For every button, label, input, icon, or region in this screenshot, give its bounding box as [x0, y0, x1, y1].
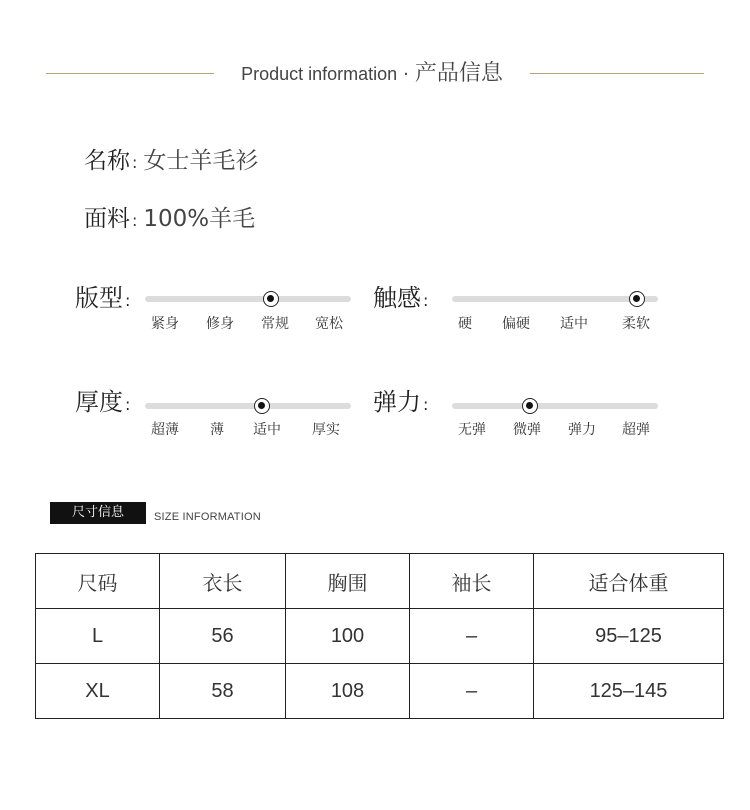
- cell-sleeve: –: [410, 609, 534, 664]
- size-table-header-row: [36, 554, 724, 609]
- slider-option: 厚实: [312, 422, 340, 438]
- slider-track-touch: [452, 296, 658, 302]
- slider-knob-elasticity: [522, 398, 538, 414]
- cell-size: L: [36, 609, 160, 664]
- slider-option: 柔软: [622, 316, 650, 332]
- header-line-left: [46, 73, 214, 74]
- slider-option: 紧身: [151, 316, 179, 332]
- attribute-label-text: 触感: [373, 284, 421, 312]
- slider-option: 薄: [210, 422, 224, 438]
- attribute-label-text: 厚度: [75, 388, 123, 416]
- attribute-label-elasticity: [373, 387, 428, 420]
- cell-length: 58: [160, 664, 286, 719]
- attribute-label-thickness: [75, 387, 130, 420]
- attribute-label-text: 版型: [75, 284, 123, 312]
- slider-knob-touch: [629, 291, 645, 307]
- header-chest: 胸围: [286, 554, 410, 609]
- attribute-label-colon: :: [125, 291, 131, 310]
- slider-knob-fit: [263, 291, 279, 307]
- slider-option: 常规: [261, 316, 289, 332]
- slider-option: 硬: [458, 316, 472, 332]
- slider-option: 适中: [560, 316, 588, 332]
- size-info-subtitle: SIZE INFORMATION: [154, 511, 261, 523]
- cell-chest: 100: [286, 609, 410, 664]
- table-row: [36, 664, 724, 719]
- header-line-right: [530, 73, 704, 74]
- attribute-label-fit: [75, 283, 130, 316]
- attribute-label-colon: :: [423, 395, 429, 414]
- info-name-row: [84, 146, 258, 178]
- title-cn: 产品信息: [414, 61, 503, 86]
- slider-option: 弹力: [568, 422, 596, 438]
- cell-weight: 95–125: [534, 609, 724, 664]
- info-name-value: 女士羊毛衫: [143, 148, 259, 174]
- slider-option: 超弹: [622, 422, 650, 438]
- header-weight: 适合体重: [534, 554, 724, 609]
- info-material-row: [84, 204, 255, 236]
- slider-option: 适中: [253, 422, 281, 438]
- header-size: 尺码: [36, 554, 160, 609]
- info-material-value: 100%羊毛: [143, 206, 256, 232]
- table-row: [36, 609, 724, 664]
- cell-weight: 125–145: [534, 664, 724, 719]
- info-material-label: 面料: [84, 206, 130, 232]
- slider-option: 宽松: [315, 316, 343, 332]
- attribute-label-colon: :: [423, 291, 429, 310]
- slider-option: 微弹: [513, 422, 541, 438]
- slider-option: 偏硬: [502, 316, 530, 332]
- slider-option: 超薄: [151, 422, 179, 438]
- title-separator: ·: [403, 64, 409, 85]
- info-material-colon: :: [132, 211, 138, 230]
- section-title: [214, 62, 530, 87]
- attribute-label-touch: [373, 283, 428, 316]
- header-length: 衣长: [160, 554, 286, 609]
- slider-track-thickness: [145, 403, 351, 409]
- cell-sleeve: –: [410, 664, 534, 719]
- info-name-colon: :: [132, 153, 138, 172]
- attribute-label-colon: :: [125, 395, 131, 414]
- size-table: [35, 553, 724, 719]
- slider-option: 无弹: [458, 422, 486, 438]
- title-en: Product information: [241, 64, 398, 84]
- cell-length: 56: [160, 609, 286, 664]
- size-info-tag: 尺寸信息: [50, 502, 146, 524]
- info-name-label: 名称: [84, 148, 130, 174]
- slider-option: 修身: [206, 316, 234, 332]
- slider-track-elasticity: [452, 403, 658, 409]
- cell-chest: 108: [286, 664, 410, 719]
- slider-track-fit: [145, 296, 351, 302]
- cell-size: XL: [36, 664, 160, 719]
- header-sleeve: 袖长: [410, 554, 534, 609]
- attribute-label-text: 弹力: [373, 388, 421, 416]
- slider-knob-thickness: [254, 398, 270, 414]
